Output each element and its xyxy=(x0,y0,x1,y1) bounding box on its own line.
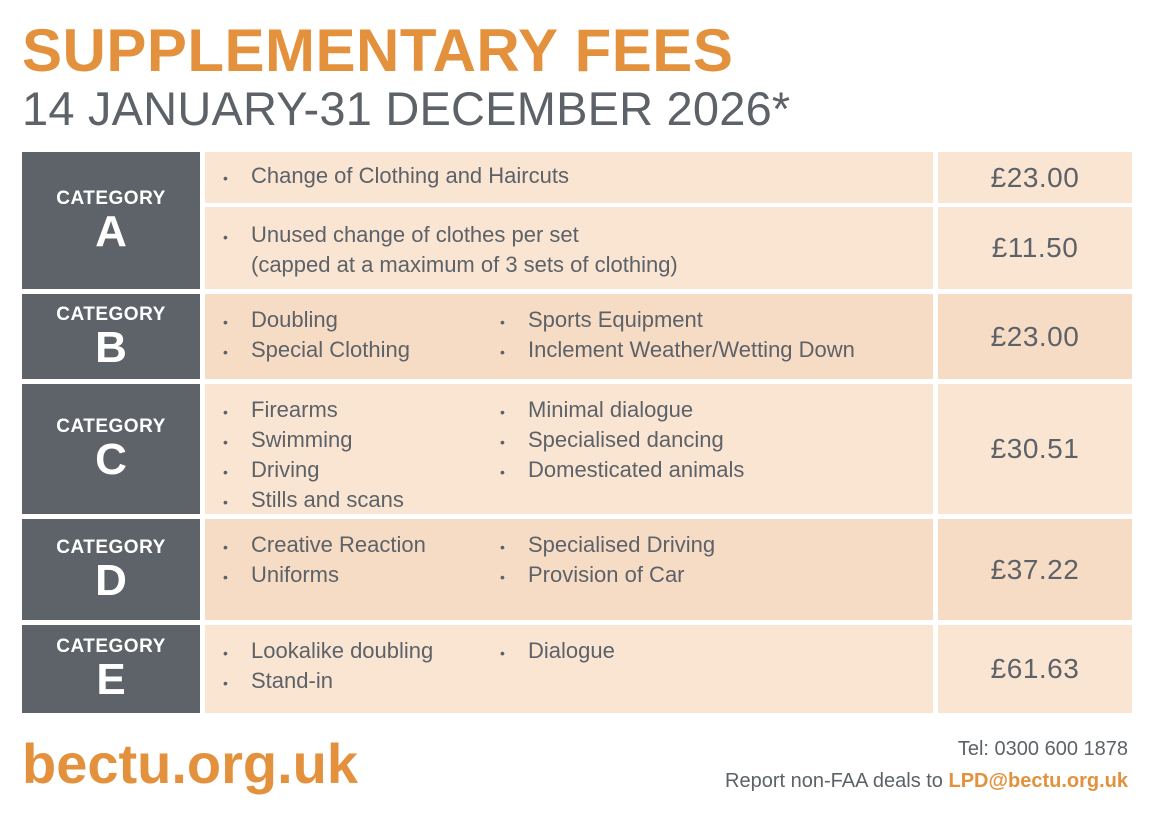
category-word: CATEGORY xyxy=(56,303,166,325)
fee-row-description xyxy=(205,294,933,379)
fee-item xyxy=(219,221,917,251)
fee-item-text: Specialised Driving xyxy=(528,532,716,557)
category-word: CATEGORY xyxy=(56,187,166,209)
fee-item-text: Driving xyxy=(251,457,320,482)
fee-item xyxy=(496,637,615,667)
bullet-icon: • xyxy=(500,434,505,450)
fee-items-column-1 xyxy=(219,396,404,516)
page-title: SUPPLEMENTARY FEES xyxy=(22,17,734,84)
bullet-icon: • xyxy=(223,645,228,661)
fee-item-text: Minimal dialogue xyxy=(528,397,694,422)
fee-item xyxy=(219,531,426,561)
category-e-label xyxy=(22,625,200,713)
page-subtitle: 14 JANUARY-31 DECEMBER 2026* xyxy=(22,82,791,135)
fee-item xyxy=(219,162,917,192)
fee-price: £23.00 xyxy=(938,294,1132,379)
category-letter: E xyxy=(96,655,126,704)
fee-item-text: Sports Equipment xyxy=(528,307,703,332)
fee-item xyxy=(219,426,404,456)
fee-items-column-2 xyxy=(496,531,715,591)
category-word: CATEGORY xyxy=(56,636,166,657)
bullet-icon: • xyxy=(223,404,228,420)
fee-item xyxy=(219,637,433,667)
fee-item xyxy=(219,561,426,591)
fee-item-text: Stills and scans xyxy=(251,487,404,512)
bullet-icon: • xyxy=(223,314,228,330)
fee-price: £23.00 xyxy=(938,152,1132,203)
bullet-icon: • xyxy=(223,344,228,360)
fee-item-text: Specialised dancing xyxy=(528,427,724,452)
category-c-block xyxy=(22,384,1132,514)
category-b-label xyxy=(22,294,200,379)
category-a-label xyxy=(22,152,200,289)
bullet-icon: • xyxy=(223,434,228,450)
fee-item-text: Dialogue xyxy=(528,638,615,663)
fee-item xyxy=(496,531,715,561)
fee-item-continuation xyxy=(219,251,917,279)
category-d-label xyxy=(22,519,200,620)
bullet-icon: • xyxy=(223,569,228,585)
fee-items-column-2 xyxy=(496,396,744,486)
report-text: Report non-FAA deals to xyxy=(725,770,949,792)
fee-item-text: Stand-in xyxy=(251,668,333,693)
fee-items-column-1 xyxy=(219,637,433,697)
fee-item-text: Firearms xyxy=(251,397,338,422)
category-letter: A xyxy=(95,206,127,256)
category-d-block xyxy=(22,519,1132,620)
report-line xyxy=(725,765,1128,797)
bullet-icon: • xyxy=(223,170,228,186)
category-c-label xyxy=(22,384,200,514)
email-link[interactable]: LPD@bectu.org.uk xyxy=(948,770,1128,792)
fee-item xyxy=(219,486,404,516)
bullet-icon: • xyxy=(500,404,505,420)
fee-item-text: Creative Reaction xyxy=(251,532,426,557)
fee-item-text: Doubling xyxy=(251,307,338,332)
fee-item-text: Domesticated animals xyxy=(528,457,745,482)
bullet-icon: • xyxy=(500,344,505,360)
fee-item xyxy=(496,456,744,486)
telephone-number: Tel: 0300 600 1878 xyxy=(957,738,1128,760)
fee-item xyxy=(496,426,744,456)
fee-row-description xyxy=(205,152,933,203)
category-letter: C xyxy=(95,435,127,484)
fee-items-column-1 xyxy=(219,306,410,366)
fee-price: £61.63 xyxy=(938,625,1132,713)
bullet-icon: • xyxy=(223,464,228,480)
fee-price: £11.50 xyxy=(938,207,1132,289)
bullet-icon: • xyxy=(500,645,505,661)
fee-item-text: Lookalike doubling xyxy=(251,638,434,663)
fee-item-text: Inclement Weather/Wetting Down xyxy=(528,337,855,362)
bullet-icon: • xyxy=(500,464,505,480)
fee-item xyxy=(219,667,433,697)
category-b-block xyxy=(22,294,1132,379)
bullet-icon: • xyxy=(223,675,228,691)
fee-item-text: Provision of Car xyxy=(528,562,685,587)
bullet-icon: • xyxy=(500,314,505,330)
bullet-icon: • xyxy=(223,539,228,555)
bullet-icon: • xyxy=(223,494,228,510)
fee-item xyxy=(496,336,855,366)
category-word: CATEGORY xyxy=(56,416,166,437)
fee-item xyxy=(219,336,410,366)
fee-item-text: Change of Clothing and Haircuts xyxy=(251,163,569,188)
fee-item-text: Uniforms xyxy=(251,562,340,587)
category-letter: D xyxy=(95,555,127,605)
bullet-icon: • xyxy=(500,569,505,585)
fee-item-text: Special Clothing xyxy=(251,337,410,362)
fee-item xyxy=(496,306,855,336)
fee-items-column-1 xyxy=(219,531,426,591)
fee-item-text: Swimming xyxy=(251,427,353,452)
fee-items-column-2 xyxy=(496,306,855,366)
contact-info xyxy=(725,733,1128,797)
category-e-block xyxy=(22,625,1132,713)
fee-items-column-2 xyxy=(496,637,615,667)
fee-row-description xyxy=(205,519,933,620)
website-link[interactable]: bectu.org.uk xyxy=(22,732,359,795)
fee-row-description xyxy=(205,625,933,713)
category-a-block xyxy=(22,152,1132,289)
category-word: CATEGORY xyxy=(56,536,166,558)
fee-item xyxy=(496,561,715,591)
fee-item-text: (capped at a maximum of 3 sets of clothing) xyxy=(251,252,678,277)
fee-item xyxy=(219,306,410,336)
fee-row-description xyxy=(205,384,933,514)
fee-price: £37.22 xyxy=(938,519,1132,620)
fee-item xyxy=(496,396,744,426)
category-letter: B xyxy=(95,322,127,372)
bullet-icon: • xyxy=(500,539,505,555)
fee-item xyxy=(219,456,404,486)
fee-price: £30.51 xyxy=(938,384,1132,514)
bullet-icon: • xyxy=(223,229,228,245)
fee-row-description xyxy=(205,207,933,289)
fee-item xyxy=(219,396,404,426)
fee-item-text: Unused change of clothes per set xyxy=(251,222,579,247)
